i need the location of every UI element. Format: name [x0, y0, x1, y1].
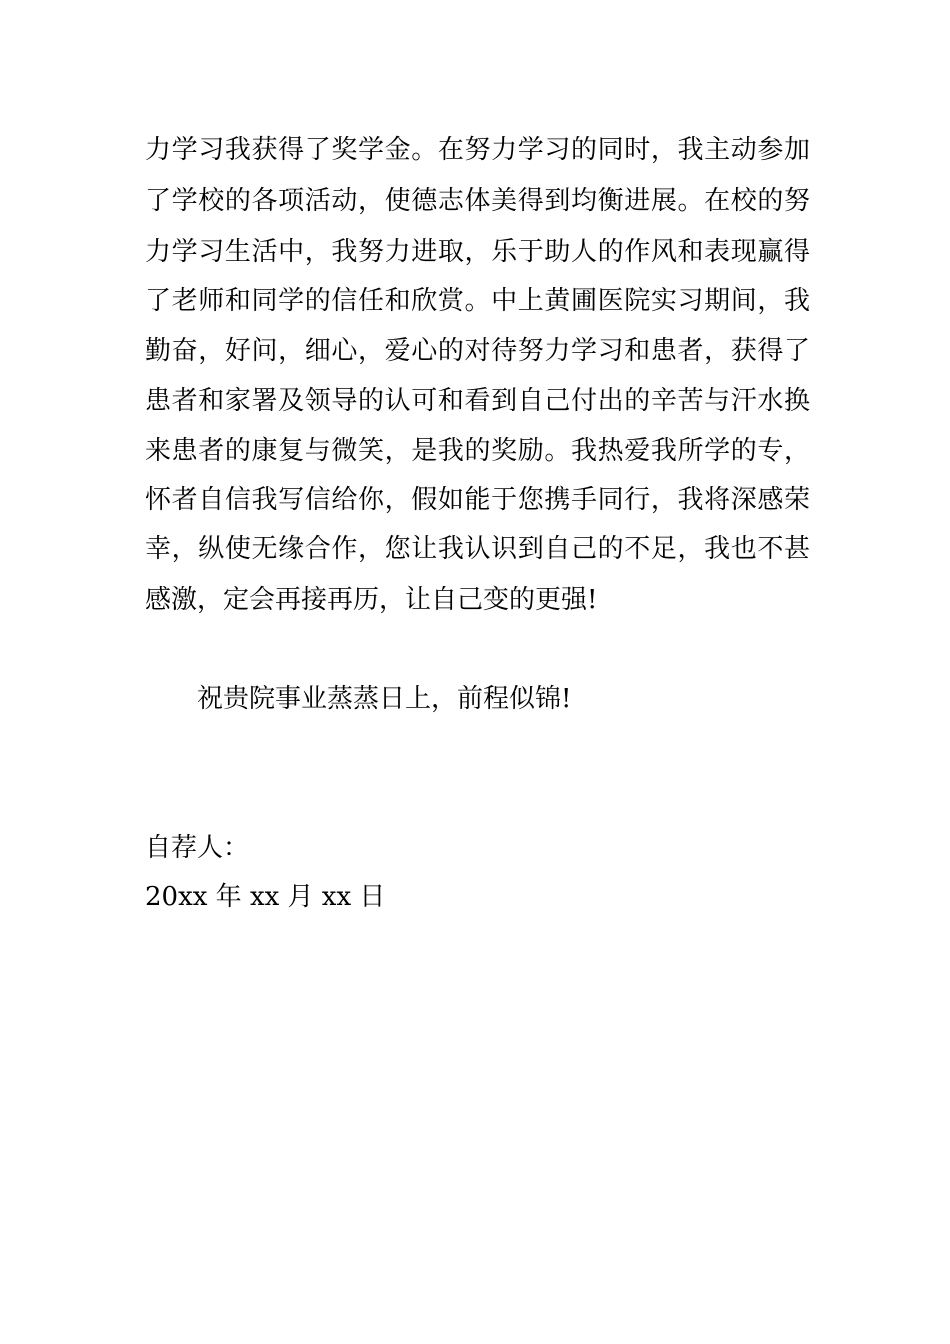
body-line-9: 幸，纵使无缘合作，您让我认识到自己的不足，我也不甚: [145, 534, 810, 564]
body-line-10: 感激，定会再接再历，让自己变的更强!: [145, 585, 598, 615]
body-line-2: 了学校的各项活动，使德志体美得到均衡进展。在校的努: [145, 186, 810, 216]
body-line-3: 力学习生活中，我努力进取，乐于助人的作风和表现赢得: [145, 237, 810, 267]
body-line-6: 患者和家署及领导的认可和看到自己付出的辛苦与汗水换: [145, 386, 810, 416]
body-line-1: 力学习我获得了奖学金。在努力学习的同时，我主动参加: [145, 135, 810, 165]
body-line-4: 了老师和同学的信任和欣赏。中上黄圃医院实习期间，我: [145, 286, 810, 316]
date-line: 20xx 年 xx 月 xx 日: [145, 882, 386, 912]
body-line-7: 来患者的康复与微笑，是我的奖励。我热爱我所学的专，: [145, 436, 810, 466]
body-line-8: 怀者自信我写信给你，假如能于您携手同行，我将深感荣: [145, 485, 810, 515]
signature-label: 自荐人：: [145, 833, 250, 863]
body-line-5: 勤奋，好问，细心，爱心的对待努力学习和患者，获得了: [145, 336, 810, 366]
closing-wish: 祝贵院事业蒸蒸日上，前程似锦!: [197, 684, 572, 714]
